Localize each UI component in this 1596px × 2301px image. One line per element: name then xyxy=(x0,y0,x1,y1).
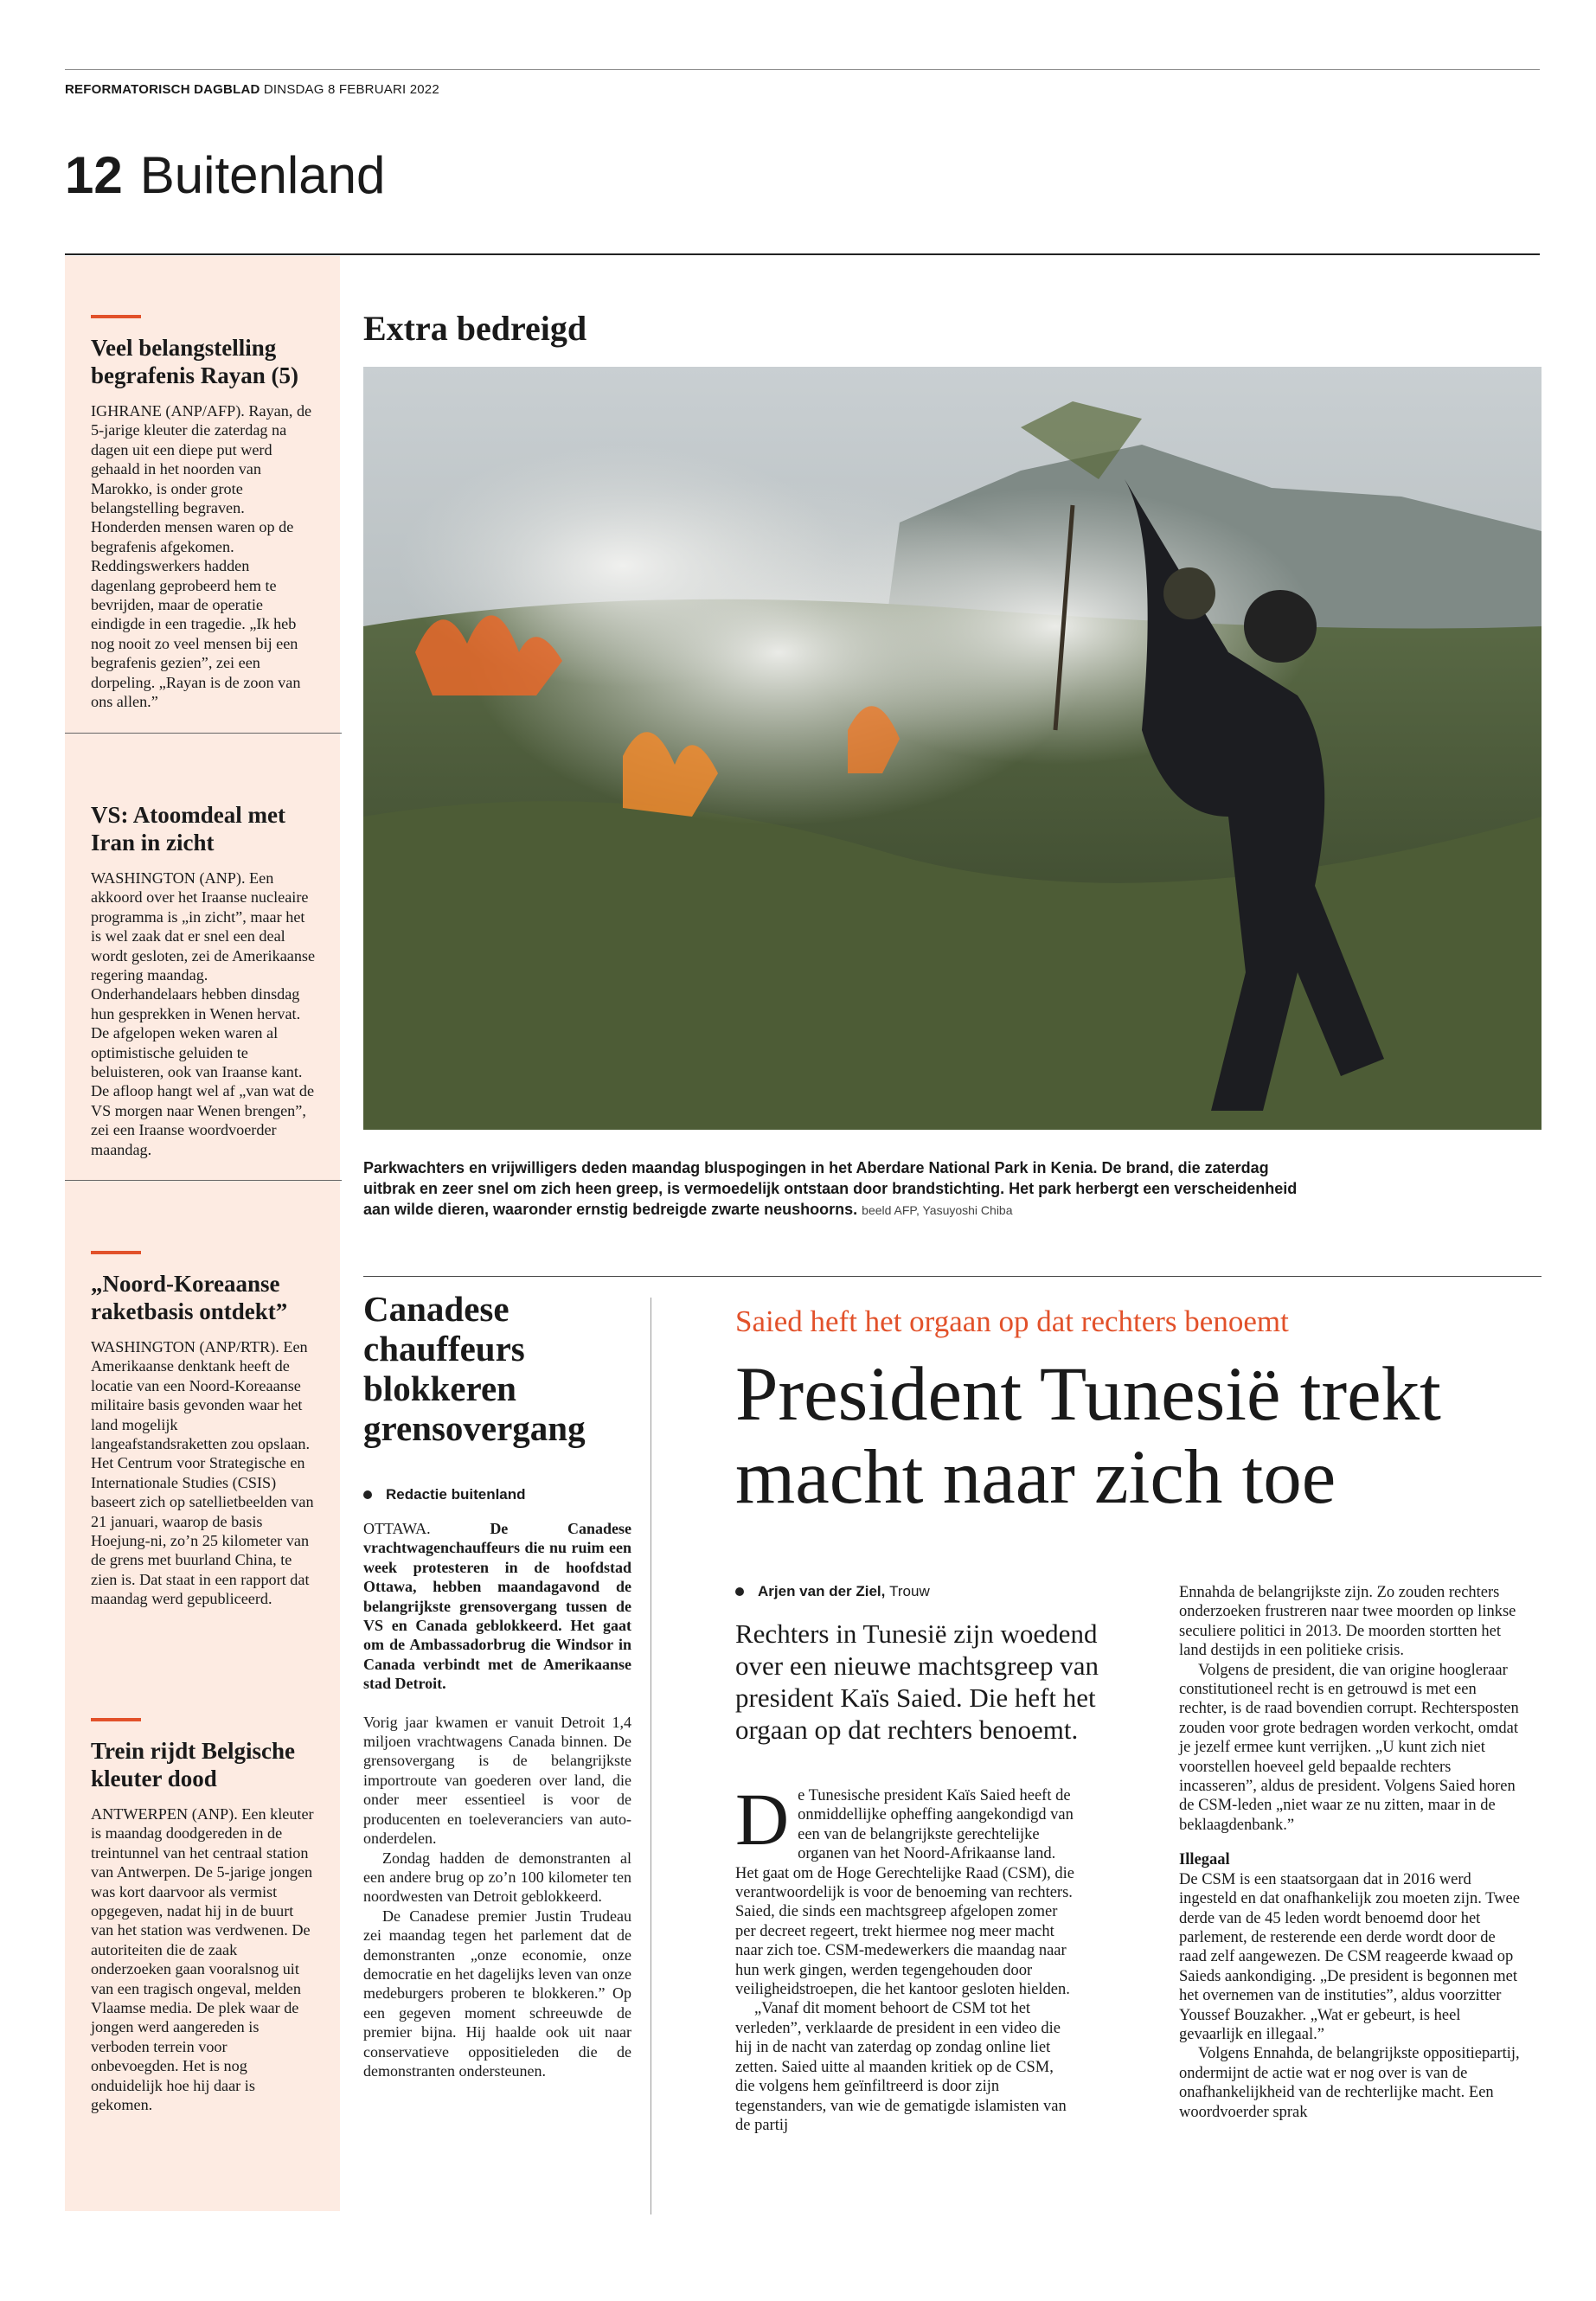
brief-divider xyxy=(65,1180,342,1181)
article-paragraph: Zondag hadden de demonstranten al een andere brug op zo’n 100 kilometer ten noordwesten van Detroit geblokkeerd. xyxy=(363,1849,631,1906)
brief-iran xyxy=(91,801,316,1181)
article-column-1 xyxy=(735,1778,1074,2135)
brief-headline: Trein rijdt Belgische kleuter dood xyxy=(91,1738,295,1791)
brief-divider xyxy=(65,733,342,734)
masthead-paper: REFORMATORISCH DAGBLAD xyxy=(65,82,260,97)
article-subhead: Illegaal xyxy=(1179,1851,1230,1869)
photo-credit: beeld AFP, Yasuyoshi Chiba xyxy=(862,1203,1013,1217)
news-briefs-sidebar xyxy=(65,256,340,2211)
brief-accent-bar xyxy=(91,1718,141,1721)
brief-body: IGHRANE (ANP/AFP). Rayan, de 5-jarige kleuter die zaterdag na dagen uit een diepe put werd gehaald in het noorden van Marokko, is onder grote belangstelling begraven. Honderden mensen waren op de begrafenis afgekomen. Reddingswerkers hadden dagenlang geprobeerd hem te bevrijden, maar de operatie eindigde in een tragedie. „Ik heb nog nooit zo veel mensen bij een begrafenis gezien”, zei een dorpeling. „Rayan is de zoon van ons allen.” xyxy=(91,402,312,711)
masthead xyxy=(65,69,1540,97)
byline-bullet xyxy=(735,1587,744,1596)
brief-headline: „Noord-Koreaanse raketbasis ontdekt” xyxy=(91,1271,288,1324)
article-headline: President Tunesië trekt macht naar zich toe xyxy=(735,1352,1441,1520)
byline-bullet xyxy=(363,1490,372,1499)
photo-caption xyxy=(363,1157,1315,1221)
drop-cap: D xyxy=(735,1778,790,1861)
brief-headline: Veel belangstelling begrafenis Rayan (5) xyxy=(91,335,298,388)
brief-body: WASHINGTON (ANP). Een akkoord over het Iraanse nucleaire programma is „in zicht”, maar het is wel zaak dat er snel een deal wordt gesloten, zei de Amerikaanse regering maandag. Onderhandelaars hebben dinsdag hun gesprekken in Wenen hervat. De afgelopen weken waren al optimistische geluiden te beluisteren, ook van Iraanse kant. De afloop hangt wel af „van wat de VS morgen naar Wenen brengen”, zei een Iraanse woordvoerder maandag. xyxy=(91,869,316,1158)
byline-author: Redactie buitenland xyxy=(386,1486,526,1503)
article-paragraph xyxy=(735,1778,1074,1999)
article-byline xyxy=(735,1583,930,1600)
section-rule xyxy=(363,1276,1542,1277)
article-byline xyxy=(363,1486,631,1503)
top-rule xyxy=(65,253,1540,255)
article-paragraph: De Canadese premier Justin Trudeau zei maandag tegen het parlement dat de demonstranten „onze economie, onze democratie en het dagelijks leven van onze medeburgers proberen te blokkeren.” Op een gegeven moment schreeuwde de premier bijna. Hij haalde ook uit naar conservatieve oppositieleden die de demonstranten ondersteunen. xyxy=(363,1907,631,2080)
page-number: 12 xyxy=(65,146,123,204)
brief-body: WASHINGTON (ANP/RTR). Een Amerikaanse denktank heeft de locatie van een Noord-Koreaanse militaire basis gevonden waar het land mogelijk langeafstandsraketten zou opslaan. Het Centrum voor Strategische en Internationale Studies (CSIS) baseert zich op satellietbeelden van 21 januari, waarop de basis Hoejung-ni, zo’n 25 kilometer van de grens met buurland China, te zien is. Dat staat in een rapport dat maandag werd gepubliceerd. xyxy=(91,1338,314,1608)
article-column-2 xyxy=(1179,1583,1525,2122)
brief-antwerp xyxy=(91,1718,316,2115)
lead-text: De Canadese vrachtwagenchauffeurs die nu ruim een week protesteren in de hoofdstad Ottawa, hebben maandagavond de belangrijkste grensovergang tussen de VS en Canada geblokkeerd. Het gaat om de Ambassadorbrug die Windsor in Canada verbindt met de Amerikaanse stad Detroit. xyxy=(363,1520,631,1693)
caption-text: Parkwachters en vrijwilligers deden maandag bluspogingen in het Aberdare National Park in Kenia. De brand, die zaterdag uitbrak en zeer snel om zich heen greep, is vermoedelijk ontstaan door brandstichting. Het park herbergt een verscheidenheid aan wilde dieren, waaronder ernstig bedreigde zwarte neushoorns. xyxy=(363,1159,1298,1218)
masthead-date: DINSDAG 8 FEBRUARI 2022 xyxy=(263,82,439,97)
brief-north-korea xyxy=(91,1251,316,1609)
article-paragraph: „Vanaf dit moment behoort de CSM tot het verleden”, verklaarde de president in een video die hij in de nacht van zaterdag op zondag online liet zetten. Saied uitte al maanden kritiek op de CSM, die volgens hem geïnfiltreerd is door zijn tegenstanders, van wie de gematigde islamisten van de partij xyxy=(735,2000,1067,2134)
brief-headline: VS: Atoomdeal met Iran in zicht xyxy=(91,802,285,856)
article-paragraph: Volgens Ennahda, de belangrijkste oppositiepartij, ondermijnt de actie wat er nog over is van de onafhankelijkheid van de rechterlijke macht. Een woordvoerder sprak xyxy=(1179,2045,1520,2121)
article-paragraph: Vorig jaar kwamen er vanuit Detroit 1,4 miljoen vrachtwagens Canada binnen. De grensovergang is de belangrijkste importroute van goederen over land, die onder meer essentieel is voor de producenten en toeleveranciers van auto-onderdelen. xyxy=(363,1713,631,1848)
byline-org: Trouw xyxy=(889,1583,930,1599)
byline-author: Arjen van der Ziel, xyxy=(758,1583,886,1599)
article-paragraph: Volgens de president, die van origine hoogleraar constitutioneel recht is en getrouwd is met een rechter, is de raad bovendien corrupt. Rechtersposten zouden voor grote bedragen worden verkocht, omdat je jezelf ermee kunt verrijken. „U kunt zich niet voorstellen hoeveel geld bepaalde rechters incasseren”, aldus de president. Volgens Saied horen de CSM-leden „niet waar ze nu zitten, maar in de beklaagdenbank.” xyxy=(1179,1661,1519,1834)
brief-accent-bar xyxy=(91,1251,141,1254)
section-name: Buitenland xyxy=(139,146,386,204)
article-paragraph: Ennahda de belangrijkste zijn. Zo zouden rechters onderzoeken frustreren naar twee moorden op linkse seculiere politici in 2013. De moorden stortten het land destijds in een politieke crisis. xyxy=(1179,1584,1516,1660)
article-intro: Rechters in Tunesië zijn woedend over een nieuwe machtsgreep van president Kaïs Saied. Die heft het orgaan op dat rechters benoemt. xyxy=(735,1618,1099,1745)
dateline: OTTAWA. xyxy=(363,1520,431,1537)
paragraph-text: e Tunesische president Kaïs Saied heeft de onmiddellijke opheffing aangekondigd van een van de belangrijkste gerechtelijke organen van het Noord-Afrikaanse land. Het gaat om de Hoge Gerechtelijke Raad (CSM), die verantwoordelijk is voor de benoeming van rechters. Saied, die sinds een machtsgreep afgelopen zomer per decreet regeert, trekt hiermee nog meer macht naar zich toe. CSM-medewerkers die maandag naar hun werk gingen, werden tegengehouden door veiligheidstroepen, die het kantoor gesloten hielden. xyxy=(735,1787,1074,1999)
brief-body: ANTWERPEN (ANP). Een kleuter is maandag doodgereden in de treintunnel van het centraal station van Antwerpen. De 5-jarige jongen was kort daarvoor als vermist opgegeven, nadat hij in de buurt van het station was verdwenen. De autoriteiten die de zaak onderzoeken gaan vooralsnog uit van een tragisch ongeval, melden Vlaamse media. De plek waar de jongen werd aangereden is verboden terrein voor onbevoegden. Het is nog onduidelijk hoe hij daar is gekomen. xyxy=(91,1805,314,2114)
fire-photo-illustration xyxy=(363,367,1542,1130)
news-photo xyxy=(363,367,1542,1130)
brief-rayan xyxy=(91,315,316,734)
section-header xyxy=(65,145,385,205)
photo-title: Extra bedreigd xyxy=(363,309,587,348)
brief-accent-bar xyxy=(91,315,141,318)
article-paragraph: De CSM is een staatsorgaan dat in 2016 werd ingesteld en dat onafhankelijk zou moeten zijn. Twee derde van de 45 leden wordt benoemd door het parlement, de resterende een derde wordt door de raad zelf aangewezen. De CSM reageerde kwaad op Saieds aankondiging. „De president is begonnen met het overnemen van de instituties”, aldus voorzitter Youssef Bouzakher. „Wat er gebeurt, is heel gevaarlijk en illegaal.” xyxy=(1179,1870,1520,2043)
article-lead xyxy=(363,1519,631,1694)
article-kicker: Saied heft het orgaan op dat rechters benoemt xyxy=(735,1304,1289,1338)
article-canada xyxy=(363,1289,631,2080)
article-headline: Canadese chauffeurs blokkeren grensovergang xyxy=(363,1289,586,1448)
